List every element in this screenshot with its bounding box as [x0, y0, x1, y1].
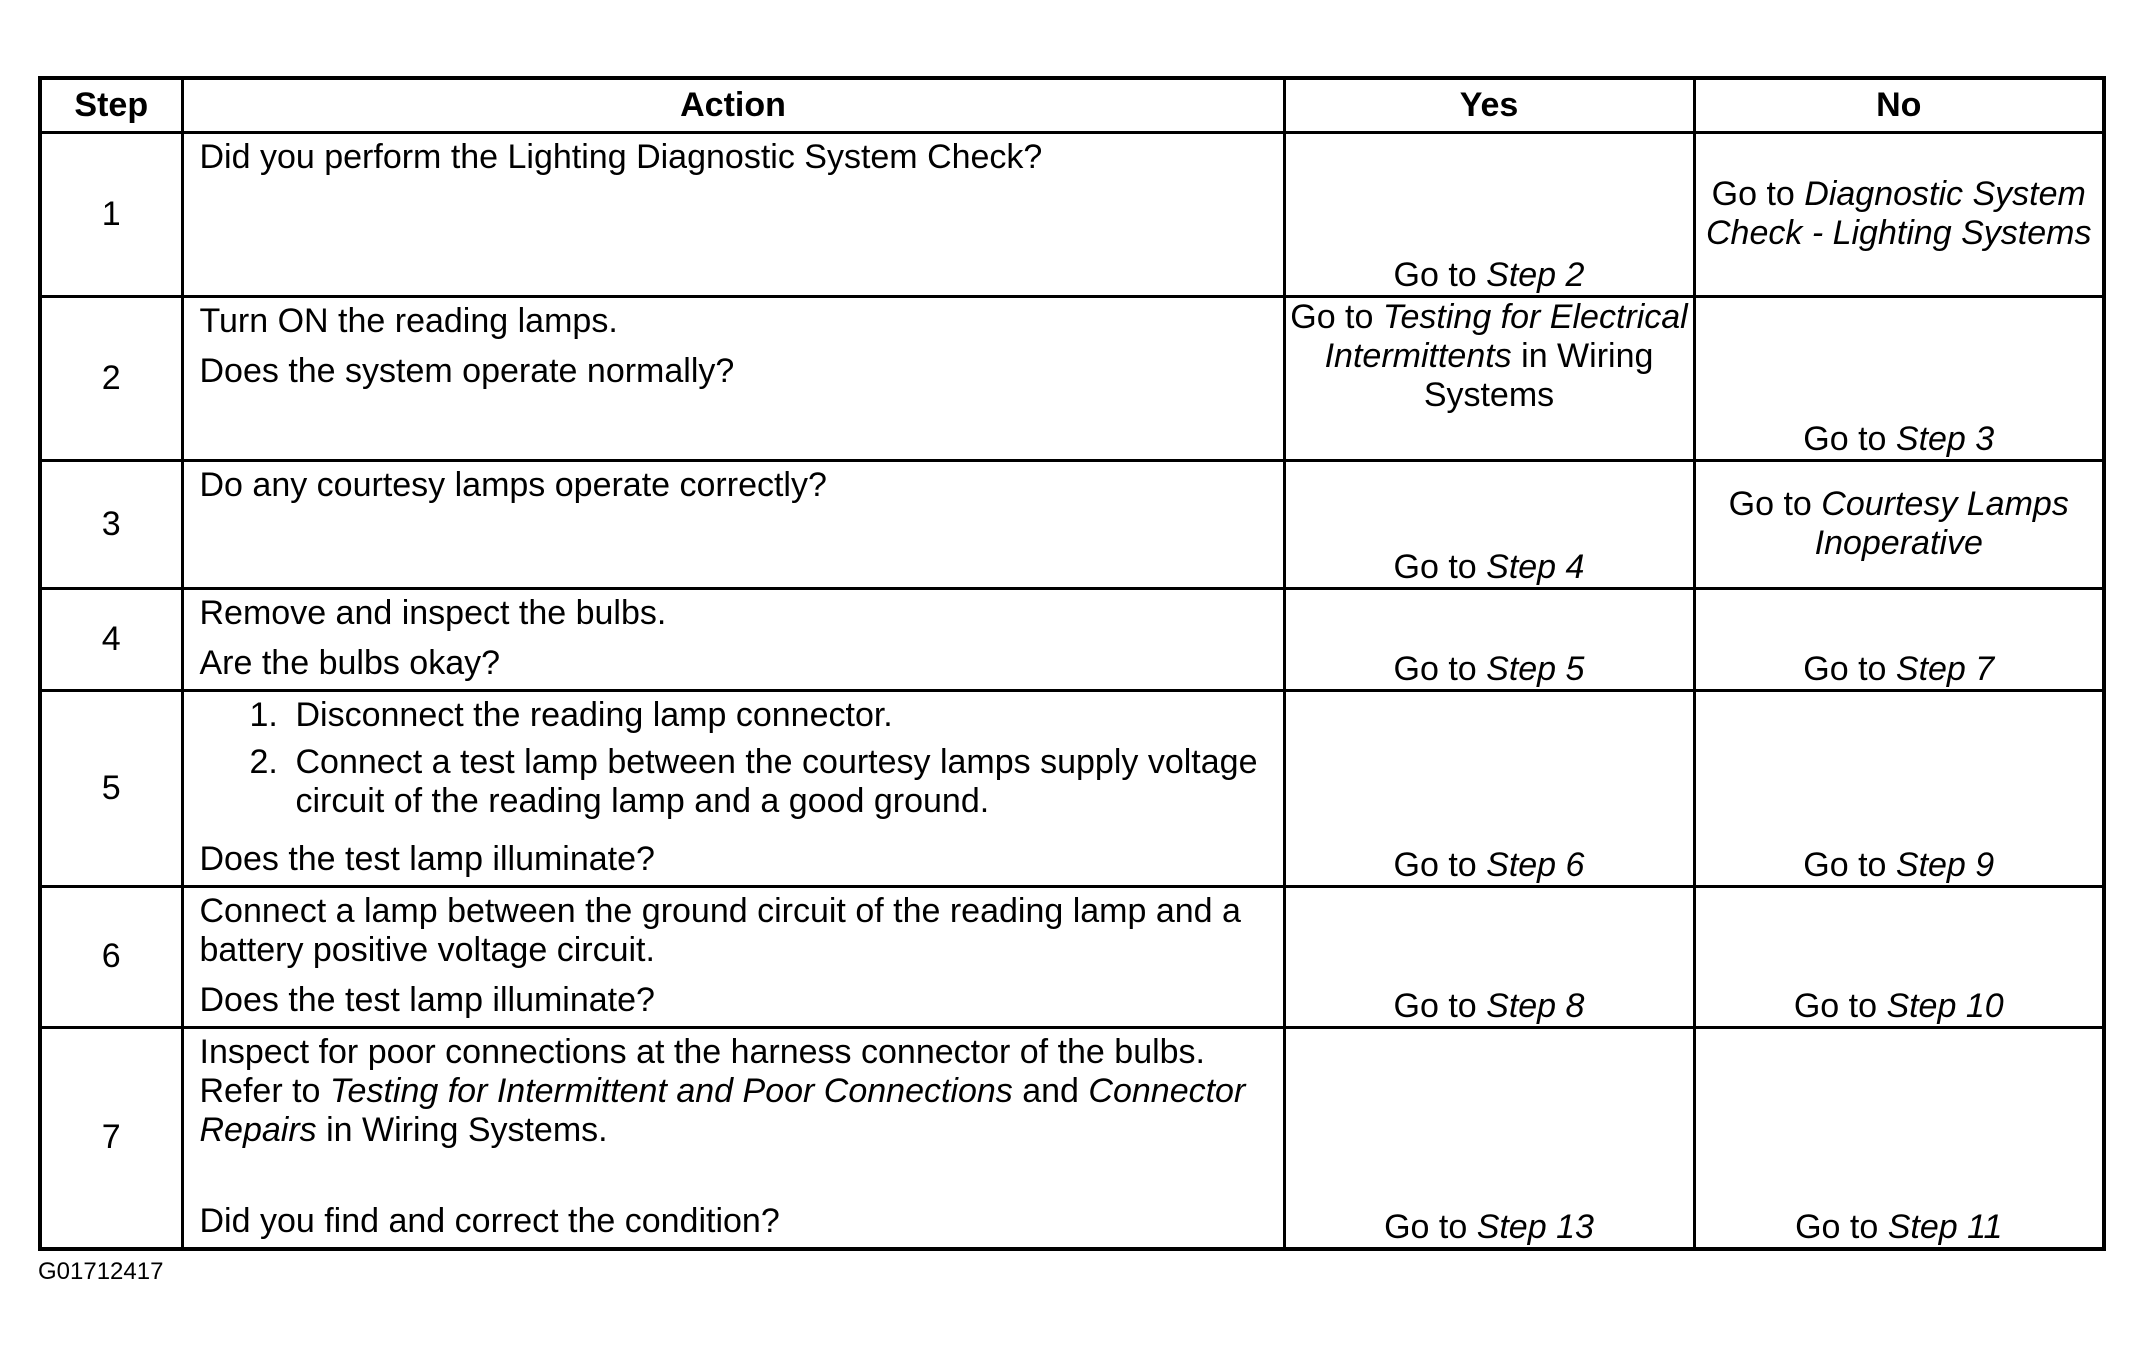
action-question: Did you find and correct the condition?	[199, 1202, 780, 1240]
yes-cell	[1284, 460, 1694, 588]
yes-link[interactable]: Step 6	[1486, 845, 1585, 884]
yes-prefix: Go to	[1393, 986, 1487, 1025]
header-row	[40, 78, 2104, 132]
yes-cell	[1284, 588, 1694, 690]
action-cell	[182, 886, 1284, 1027]
table-row	[40, 1027, 2104, 1249]
diagnostic-table	[38, 76, 2106, 1251]
yes-prefix: Go to	[1393, 845, 1487, 884]
step-number: 4	[40, 588, 182, 690]
action-text-part: and	[1012, 1071, 1089, 1110]
yes-link[interactable]: Step 5	[1486, 649, 1585, 688]
no-prefix: Go to	[1728, 485, 1822, 523]
no-link[interactable]: Courtesy Lamps Inoperative	[1814, 485, 2069, 562]
table-row	[40, 690, 2104, 886]
list-item	[250, 743, 1267, 821]
header-action: Action	[182, 78, 1284, 132]
no-prefix: Go to	[1803, 649, 1896, 688]
table-row	[40, 460, 2104, 588]
action-cell	[182, 1027, 1284, 1249]
yes-link[interactable]: Step 2	[1486, 255, 1585, 294]
header-yes: Yes	[1284, 78, 1694, 132]
no-cell	[1694, 588, 2104, 690]
action-text-part: in Wiring Systems.	[316, 1110, 608, 1149]
no-prefix: Go to	[1803, 419, 1896, 458]
table-row	[40, 588, 2104, 690]
no-cell	[1694, 296, 2104, 460]
no-prefix: Go to	[1803, 845, 1896, 884]
yes-prefix: Go to	[1384, 1208, 1477, 1246]
yes-cell	[1284, 132, 1694, 296]
yes-link[interactable]: Step 13	[1476, 1208, 1594, 1246]
yes-link[interactable]: Testing for Electrical Intermittents	[1324, 297, 1688, 375]
yes-cell	[1284, 296, 1694, 460]
action-cell	[182, 296, 1284, 460]
action-question: Does the test lamp illuminate?	[199, 839, 655, 878]
list-item-number: 1.	[249, 695, 278, 734]
no-link[interactable]: Step 7	[1895, 649, 1995, 688]
table-row	[40, 886, 2104, 1027]
action-question: Does the test lamp illuminate?	[199, 980, 655, 1019]
action-text-part: Inspect for poor connections at the harness connector of the bulbs. Refer to	[199, 1032, 1206, 1110]
no-link[interactable]: Step 10	[1886, 986, 2004, 1025]
yes-cell	[1284, 690, 1694, 886]
action-cell	[182, 132, 1284, 296]
action-text: Connect a lamp between the ground circuit of the reading lamp and a battery positive voltage circuit.	[199, 891, 1241, 969]
yes-cell	[1284, 886, 1694, 1027]
step-number: 5	[40, 690, 182, 886]
yes-link[interactable]: Step 4	[1486, 547, 1585, 586]
figure-id: G01712417	[38, 1258, 164, 1285]
action-text	[200, 1033, 1267, 1150]
action-text: Did you perform the Lighting Diagnostic System Check?	[199, 137, 1043, 176]
action-reference-link[interactable]: Connector Repairs	[199, 1071, 1246, 1149]
action-reference-link[interactable]: Testing for Intermittent and Poor Connections	[329, 1071, 1013, 1110]
no-cell	[1694, 690, 2104, 886]
header-no: No	[1694, 78, 2104, 132]
action-question: Does the system operate normally?	[199, 351, 735, 390]
list-item-number: 2.	[249, 742, 278, 781]
no-prefix: Go to	[1795, 1208, 1888, 1246]
yes-cell	[1284, 1027, 1694, 1249]
no-link[interactable]: Step 9	[1895, 845, 1995, 884]
no-cell	[1694, 460, 2104, 588]
action-text: Do any courtesy lamps operate correctly?	[199, 465, 827, 504]
yes-prefix: Go to	[1290, 297, 1383, 336]
no-prefix: Go to	[1793, 986, 1887, 1025]
no-link[interactable]: Diagnostic System Check - Lighting Systems	[1706, 175, 2092, 252]
step-number: 7	[40, 1027, 182, 1249]
action-question: Are the bulbs okay?	[199, 643, 501, 682]
no-cell	[1694, 886, 2104, 1027]
no-cell	[1694, 1027, 2104, 1249]
yes-suffix: in Wiring Systems	[1423, 336, 1654, 414]
list-item-text: Disconnect the reading lamp connector.	[295, 695, 893, 734]
action-cell	[182, 588, 1284, 690]
list-item-text: Connect a test lamp between the courtesy lamps supply voltage circuit of the reading lamp and a good ground.	[295, 742, 1258, 820]
action-cell	[182, 460, 1284, 588]
no-prefix: Go to	[1711, 175, 1805, 213]
action-text: Turn ON the reading lamps.	[199, 301, 618, 340]
step-number: 1	[40, 132, 182, 296]
yes-prefix: Go to	[1393, 547, 1487, 586]
yes-prefix: Go to	[1393, 255, 1487, 294]
yes-prefix: Go to	[1393, 649, 1487, 688]
no-link[interactable]: Step 3	[1895, 419, 1995, 458]
step-number: 6	[40, 886, 182, 1027]
list-item	[250, 696, 1267, 735]
table-row	[40, 132, 2104, 296]
table-row	[40, 296, 2104, 460]
action-cell	[182, 690, 1284, 886]
no-link[interactable]: Step 11	[1887, 1208, 2003, 1246]
action-text: Remove and inspect the bulbs.	[199, 593, 667, 632]
header-step: Step	[40, 78, 182, 132]
step-number: 3	[40, 460, 182, 588]
yes-link[interactable]: Step 8	[1486, 986, 1585, 1025]
no-cell	[1694, 132, 2104, 296]
action-steps-list	[200, 696, 1267, 829]
step-number: 2	[40, 296, 182, 460]
